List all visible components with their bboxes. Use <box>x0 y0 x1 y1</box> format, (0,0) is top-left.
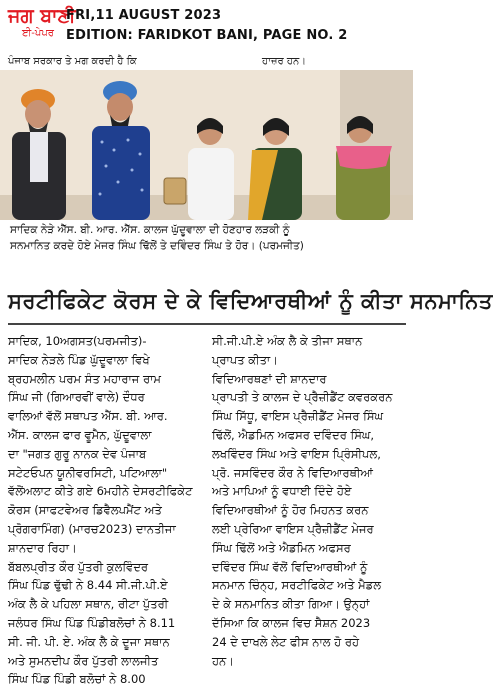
article-line: ਪ੍ਰੋਗਰਾਮਿੰਗ) (ਮਾਰਚ2023) ਦਾਨਤੀਜਾ <box>8 521 176 536</box>
article-line: ਦਾ "ਜਗਤ ਗੁਰੂ ਨਾਨਕ ਦੇਵ ਪੰਜਾਬ <box>8 446 147 461</box>
article-column-right <box>212 332 408 670</box>
article-line: ਵਿਦਿਆਰਥੀਆਂ ਨੂੰ ਹੋਰ ਮਿਹਨਤ ਕਰਨ <box>212 503 369 518</box>
article-line: ਸਿੰਘ ਸਿੱਧੂ, ਵਾਇਸ ਪ੍ਰੈਜ਼ੀਡੈਂਟ ਮੇਜਰ ਸਿੰਘ <box>212 409 384 424</box>
article-line: ਲਖਵਿੰਦਰ ਸਿੰਘ ਅਤੇ ਵਾਇਸ ਪ੍ਰਿੰਸੀਪਲ, <box>212 446 381 461</box>
article-line: ਬ੍ਰਹਮਲੀਨ ਪਰਮ ਸੰਤ ਮਹਾਰਾਜ ਰਾਮ <box>8 371 161 386</box>
jagbani-logo <box>8 5 76 48</box>
article-line: ਕੋਰਸ (ਸਾਫਟਵੇਅਰ ਡਿਵੈਲਪਮੈਂਟ ਅਤੇ <box>8 503 162 518</box>
article-line: ਵੱਲੋਂਅਲਾਟ ਕੀਤੇ ਗਏ 6ਮਹੀਨੇ ਦੇਸਰਟੀਫਿਕੇਟ <box>8 484 193 499</box>
article-line: ਪ੍ਰਾਪਤ ਕੀਤਾ। <box>212 352 278 367</box>
logo-sub-text: ਈ-ਪੇਪਰ <box>22 28 54 39</box>
edition-date: FRI,11 AUGUST 2023 <box>66 8 222 23</box>
article-headline: ਸਰਟੀਫਿਕੇਟ ਕੋਰਸ ਦੇ ਕੇ ਵਿਦਿਆਰਥੀਆਂ ਨੂੰ ਕੀਤਾ ਸਨਮਾਨਿਤ <box>8 288 493 313</box>
logo-main-text: ਜਗ ਬਾਣੀ <box>8 5 76 27</box>
article-line: ਸਿੰਘ ਪਿੰਡ ਪਿੰਡੀ ਬਲੋਚਾਂ ਨੇ 8.00 <box>8 672 146 687</box>
article-line: ਦਵਿੰਦਰ ਸਿੰਘ ਵੱਲੋਂ ਵਿਦਿਆਰਥੀਆਂ ਨੂੰ <box>212 559 368 574</box>
article-line: ਸਿੰਘ ਪਿੰਡ ਢੁੱਢੀ ਨੇ 8.44 ਸੀ.ਜੀ.ਪੀ.ਏ <box>8 578 168 593</box>
strip-right-text: ਹਾਜ਼ਰ ਹਨ। <box>262 56 307 67</box>
article-line: ਸੀ. ਜੀ. ਪੀ. ਏ. ਅੰਕ ਲੈ ਕੇ ਦੂਜਾ ਸਥਾਨ <box>8 634 170 649</box>
photo-caption <box>10 222 405 254</box>
article-line: ਸੀ.ਜੀ.ਪੀ.ਏ ਅੰਕ ਲੈ ਕੇ ਤੀਜਾ ਸਥਾਨ <box>212 334 363 348</box>
article-line: ਸਿੰਘ ਢਿੱਲੋਂ ਅਤੇ ਐਡਮਿਨ ਅਫਸਰ <box>212 540 351 555</box>
article-line: ਅਤੇ ਸੁਮਨਦੀਪ ਕੌਰ ਪੁੱਤਰੀ ਲਾਲਜੀਤ <box>8 653 159 668</box>
article-line: ਦੱਸਿਆ ਕਿ ਕਾਲਜ ਵਿਚ ਸੈਸ਼ਨ 2023 <box>212 615 371 630</box>
article-line: ਵਿਦਿਆਰਥਣਾਂ ਦੀ ਸ਼ਾਨਦਾਰ <box>212 371 327 386</box>
article-line: ਪ੍ਰੋ. ਜਸਵਿੰਦਰ ਕੌਰ ਨੇ ਵਿਦਿਆਰਥੀਆਂ <box>212 465 373 480</box>
article-line: ਸਾਦਿਕ, 10ਅਗਸਤ(ਪਰਮਜੀਤ)- <box>8 334 147 348</box>
article-line: ਢਿੱਲੋਂ, ਐਡਮਿਨ ਅਫਸਰ ਦਵਿੰਦਰ ਸਿੰਘ, <box>212 427 375 442</box>
article-line: ਸ਼ਾਨਦਾਰ ਰਿਹਾ। <box>8 540 77 555</box>
article-line: ਲਈ ਪ੍ਰੇਰਿਆ ਵਾਇਸ ਪ੍ਰੈਜ਼ੀਡੈਂਟ ਮੇਜਰ <box>212 521 374 536</box>
article-column-left <box>8 332 203 689</box>
article-line: ਬੱਬਲਪ੍ਰੀਤ ਕੌਰ ਪੁੱਤਰੀ ਕੁਲਵਿੰਦਰ <box>8 559 149 574</box>
article-line: ਵਾਲਿਆਂ ਵੱਲੋਂ ਸਥਾਪਤ ਐੱਸ. ਬੀ. ਆਰ. <box>8 409 168 424</box>
previous-article-strip <box>0 56 413 70</box>
epaper-header <box>0 0 413 52</box>
article-line: ਅਤੇ ਮਾਪਿਆਂ ਨੂੰ ਵਧਾਈ ਦਿੰਦੇ ਹੋਏ <box>212 484 352 499</box>
article-line: ਸਨਮਾਨ ਚਿੰਨ੍ਹ, ਸਰਟੀਫਿਕੇਟ ਅਤੇ ਮੈਡਲ <box>212 578 381 593</box>
article-line: ਜਲੰਧਰ ਸਿੰਘ ਪਿੰਡ ਪਿੰਡੀਬਲੋਚਾਂ ਨੇ 8.11 <box>8 615 176 630</box>
article-line: ਹਨ। <box>212 653 234 668</box>
news-photo <box>0 70 413 220</box>
headline-divider <box>8 323 406 325</box>
article-line: ਦੇ ਕੇ ਸਨਮਾਨਿਤ ਕੀਤਾ ਗਿਆ। ਉਨ੍ਹਾਂ <box>212 597 370 612</box>
article-line: ਅੰਕ ਲੈ ਕੇ ਪਹਿਲਾ ਸਥਾਨ, ਰੀਟਾ ਪੁੱਤਰੀ <box>8 597 169 612</box>
article-line: ਸਾਦਿਕ ਨੇੜਲੇ ਪਿੰਡ ਘੁੱਦੂਵਾਲਾ ਵਿਖੇ <box>8 352 150 367</box>
article-line: ਐੱਸ. ਕਾਲਜ ਫਾਰ ਵੂਮੈਨ, ਘੁੱਦੂਵਾਲਾ <box>8 427 152 442</box>
article-line: 24 ਦੇ ਦਾਖਲੇ ਲੇਟ ਫੀਸ ਨਾਲ ਹੋ ਰਹੇ <box>212 634 360 649</box>
caption-line: ਸਨਮਾਨਿਤ ਕਰਦੇ ਹੋਏ ਮੇਜਰ ਸਿੰਘ ਢਿੱਲੋਂ ਤੇ ਦਵਿੰਦਰ ਸਿੰਘ ਤੇ ਹੋਰ। (ਪਰਮਜੀਤ) <box>10 240 304 252</box>
edition-info: EDITION: FARIDKOT BANI, PAGE NO. 2 <box>66 28 348 43</box>
article-line: ਪ੍ਰਾਪਤੀ ਤੇ ਕਾਲਜ ਦੇ ਪ੍ਰੈਜ਼ੀਡੈਂਟ ਕਵਰਕਰਨ <box>212 390 393 405</box>
photo-illustration <box>0 70 413 220</box>
strip-left-text: ਪੰਜਾਬ ਸਰਕਾਰ ਤੇ ਮਗ ਕਰਦੀ ਹੈ ਕਿ <box>8 56 137 67</box>
article-line: ਸਟੇਟਓਪਨ ਯੂਨੀਵਰਸਿਟੀ, ਪਟਿਆਲਾ" <box>8 465 168 480</box>
article-line: ਸਿੰਘ ਜੀ (ਗਿਆਰਵੀਂ ਵਾਲੇ) ਦੌਧਰ <box>8 390 145 405</box>
caption-line: ਸਾਦਿਕ ਨੇੜੇ ਐੱਸ. ਬੀ. ਆਰ. ਐੱਸ. ਕਾਲਜ ਘੁੱਦੂਵਾਲਾ ਦੀ ਹੋਣਹਾਰ ਲੜਕੀ ਨੂੰ <box>10 224 290 236</box>
